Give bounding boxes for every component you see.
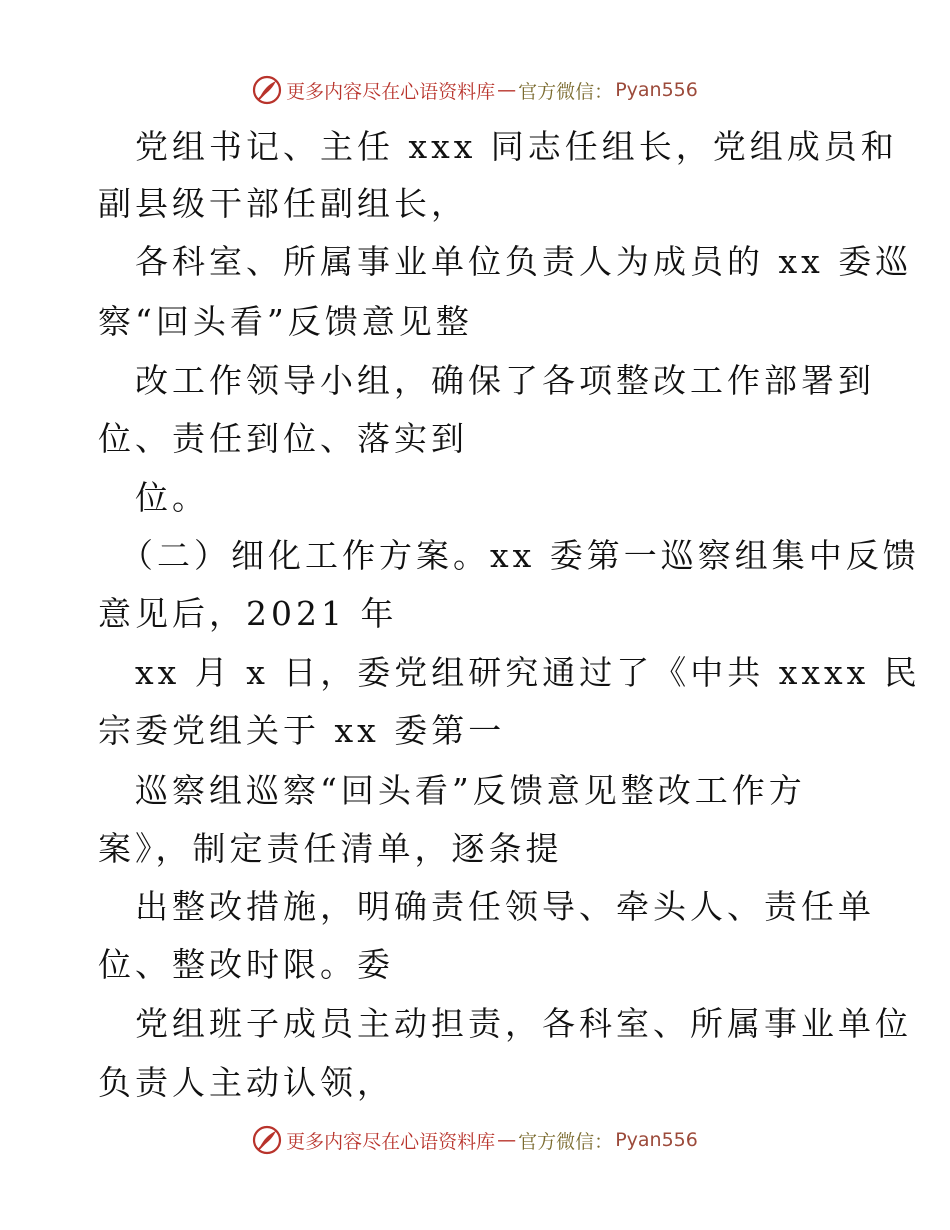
body-line: 党组书记、主任 xxx 同志任组长，党组成员和 — [135, 127, 898, 166]
body-line: 改工作领导小组，确保了各项整改工作部署到 — [135, 361, 875, 400]
body-line: 察“回头看”反馈意见整 — [98, 302, 473, 341]
watermark-wechat-label: 官方微信： — [518, 1130, 614, 1153]
body-line: xx 月 x 日，委党组研究通过了《中共 xxxx 民 — [135, 653, 921, 692]
body-line: 位、整改时限。委 — [98, 945, 394, 984]
body-line: 位、责任到位、落实到 — [98, 419, 468, 458]
body-line: 宗委党组关于 xx 委第一 — [98, 711, 506, 750]
body-line: 负责人主动认领， — [98, 1063, 394, 1102]
body-line: 巡察组巡察“回头看”反馈意见整改工作方 — [135, 771, 806, 810]
body-line: 各科室、所属事业单位负责人为成员的 xx 委巡 — [135, 242, 913, 281]
body-line: 出整改措施，明确责任领导、牵头人、责任单 — [135, 887, 875, 926]
watermark-wechat-id: Pyan556 — [615, 1129, 698, 1151]
footer-watermark — [0, 1120, 950, 1160]
body-line: 副县级干部任副组长， — [98, 184, 468, 223]
watermark-wechat-label: 官方微信： — [518, 80, 614, 103]
body-line: 案》，制定责任清单，逐条提 — [98, 829, 563, 868]
watermark-text: 更多内容尽在心语资料库 — [286, 1130, 496, 1153]
body-line: 党组班子成员主动担责，各科室、所属事业单位 — [135, 1004, 912, 1043]
feather-quill-logo-icon — [252, 1125, 282, 1155]
watermark-wechat-id: Pyan556 — [615, 79, 698, 101]
body-line: （二）细化工作方案。xx 委第一巡察组集中反馈 — [120, 536, 920, 575]
watermark-separator: — — [497, 79, 517, 101]
body-line: 意见后，2021 年 — [98, 594, 398, 633]
body-line: 位。 — [135, 478, 209, 517]
watermark-text: 更多内容尽在心语资料库 — [286, 80, 496, 103]
watermark-separator: — — [497, 1129, 517, 1151]
